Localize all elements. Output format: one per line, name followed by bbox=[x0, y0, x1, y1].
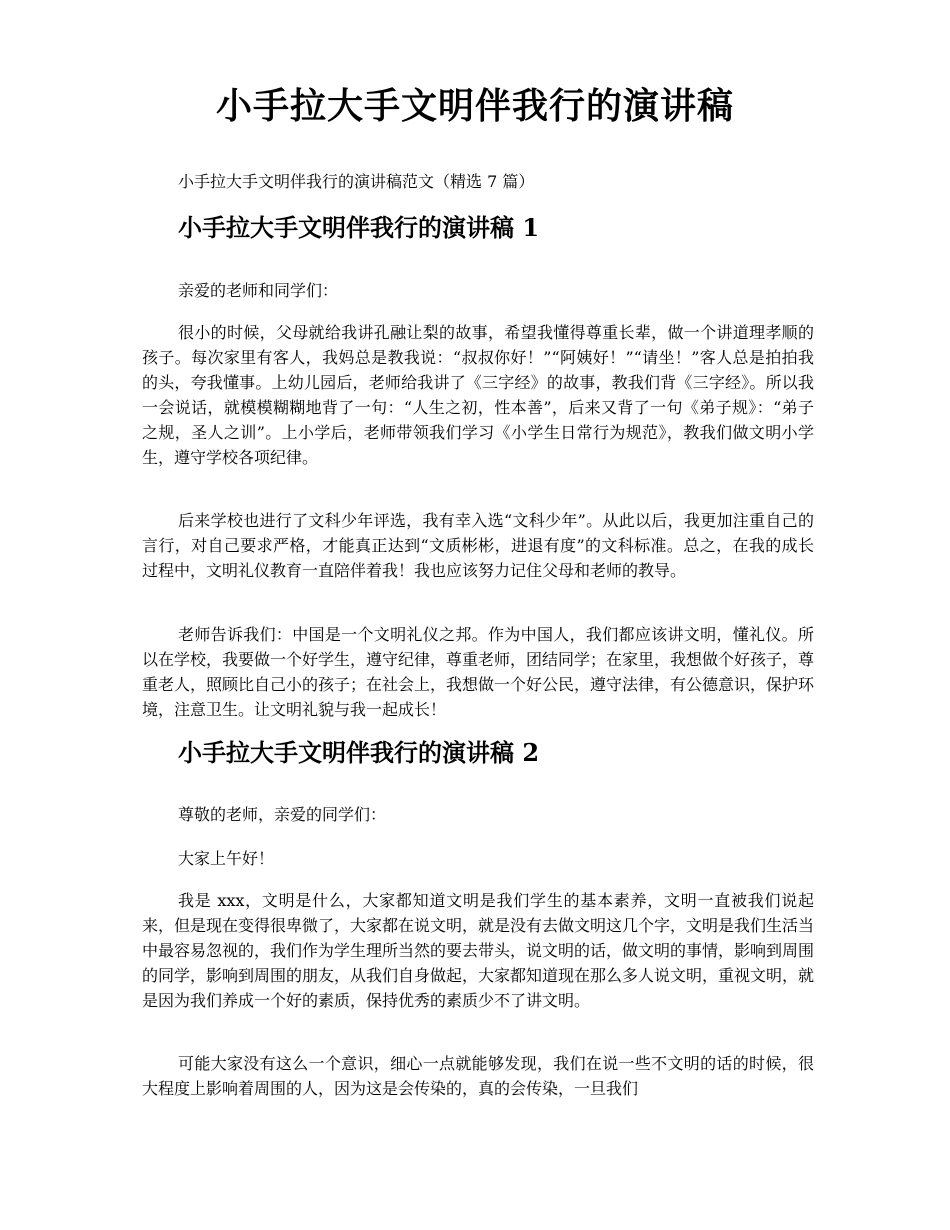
section-1-salutation: 亲爱的老师和同学们： bbox=[178, 281, 339, 300]
section-2-heading: 小手拉大手文明伴我行的演讲稿 2 bbox=[178, 738, 540, 767]
section-1-paragraph-2: 后来学校也进行了文科少年评选，我有幸入选“文科少年”。从此以后，我更加注重自己的言行，对自己要求严格，才能真正达到“文质彬彬，进退有度”的文科标准。总之，在我的成长过程中，文明礼仪教育一直陪伴着我！我也应该努力记住父母和老师的教导。 bbox=[142, 511, 814, 580]
section-1-paragraph-1: 很小的时候，父母就给我讲孔融让梨的故事，希望我懂得尊重长辈，做一个讲道理孝顺的孩子。每次家里有客人，我妈总是教我说：“叔叔你好！”“阿姨好！”“请坐！”客人总是拍拍我的头，夸我懂事。上幼儿园后，老师给我讲了《三字经》的故事，教我们背《三字经》。所以我一会说话，就模模糊糊地背了一句：“人生之初，性本善”，后来又背了一句《弟子规》：“弟子之规，圣人之训”。上小学后，老师带领我们学习《小学生日常行为规范》，教我们做文明小学生，遵守学校各项纪律。 bbox=[142, 323, 814, 467]
section-1-heading: 小手拉大手文明伴我行的演讲稿 1 bbox=[178, 213, 540, 242]
document-title: 小手拉大手文明伴我行的演讲稿 bbox=[215, 85, 734, 127]
section-2-salutation: 尊敬的老师，亲爱的同学们： bbox=[178, 805, 387, 824]
section-2-paragraph-1: 我是 xxx，文明是什么，大家都知道文明是我们学生的基本素养，文明一直被我们说起来，但是现在变得很卑微了，大家都在说文明，就是没有去做文明这几个字，文明是我们生活当中最容易忽视的，我们作为学生理所当然的要去带头，说文明的话，做文明的事情，影响到周围的同学，影响到周围的朋友，从我们自身做起，大家都知道现在那么多人说文明，重视文明，就是因为我们养成一个好的素质，保持优秀的素质少不了讲文明。 bbox=[142, 891, 814, 1010]
section-1-paragraph-3: 老师告诉我们：中国是一个文明礼仪之邦。作为中国人，我们都应该讲文明，懂礼仪。所以在学校，我要做一个好学生，遵守纪律，尊重老师，团结同学；在家里，我想做个好孩子，尊重老人，照顾比自己小的孩子；在社会上，我想做一个好公民，遵守法律，有公德意识，保护环境，注意卫生。让文明礼貌与我一起成长！ bbox=[142, 625, 814, 719]
document-subtitle: 小手拉大手文明伴我行的演讲稿范文（精选 7 篇） bbox=[178, 172, 535, 191]
section-2-paragraph-2: 可能大家没有这么一个意识，细心一点就能够发现，我们在说一些不文明的话的时候，很大程度上影响着周围的人，因为这是会传染的，真的会传染，一旦我们 bbox=[142, 1054, 814, 1098]
section-2-greeting: 大家上午好！ bbox=[178, 849, 275, 868]
